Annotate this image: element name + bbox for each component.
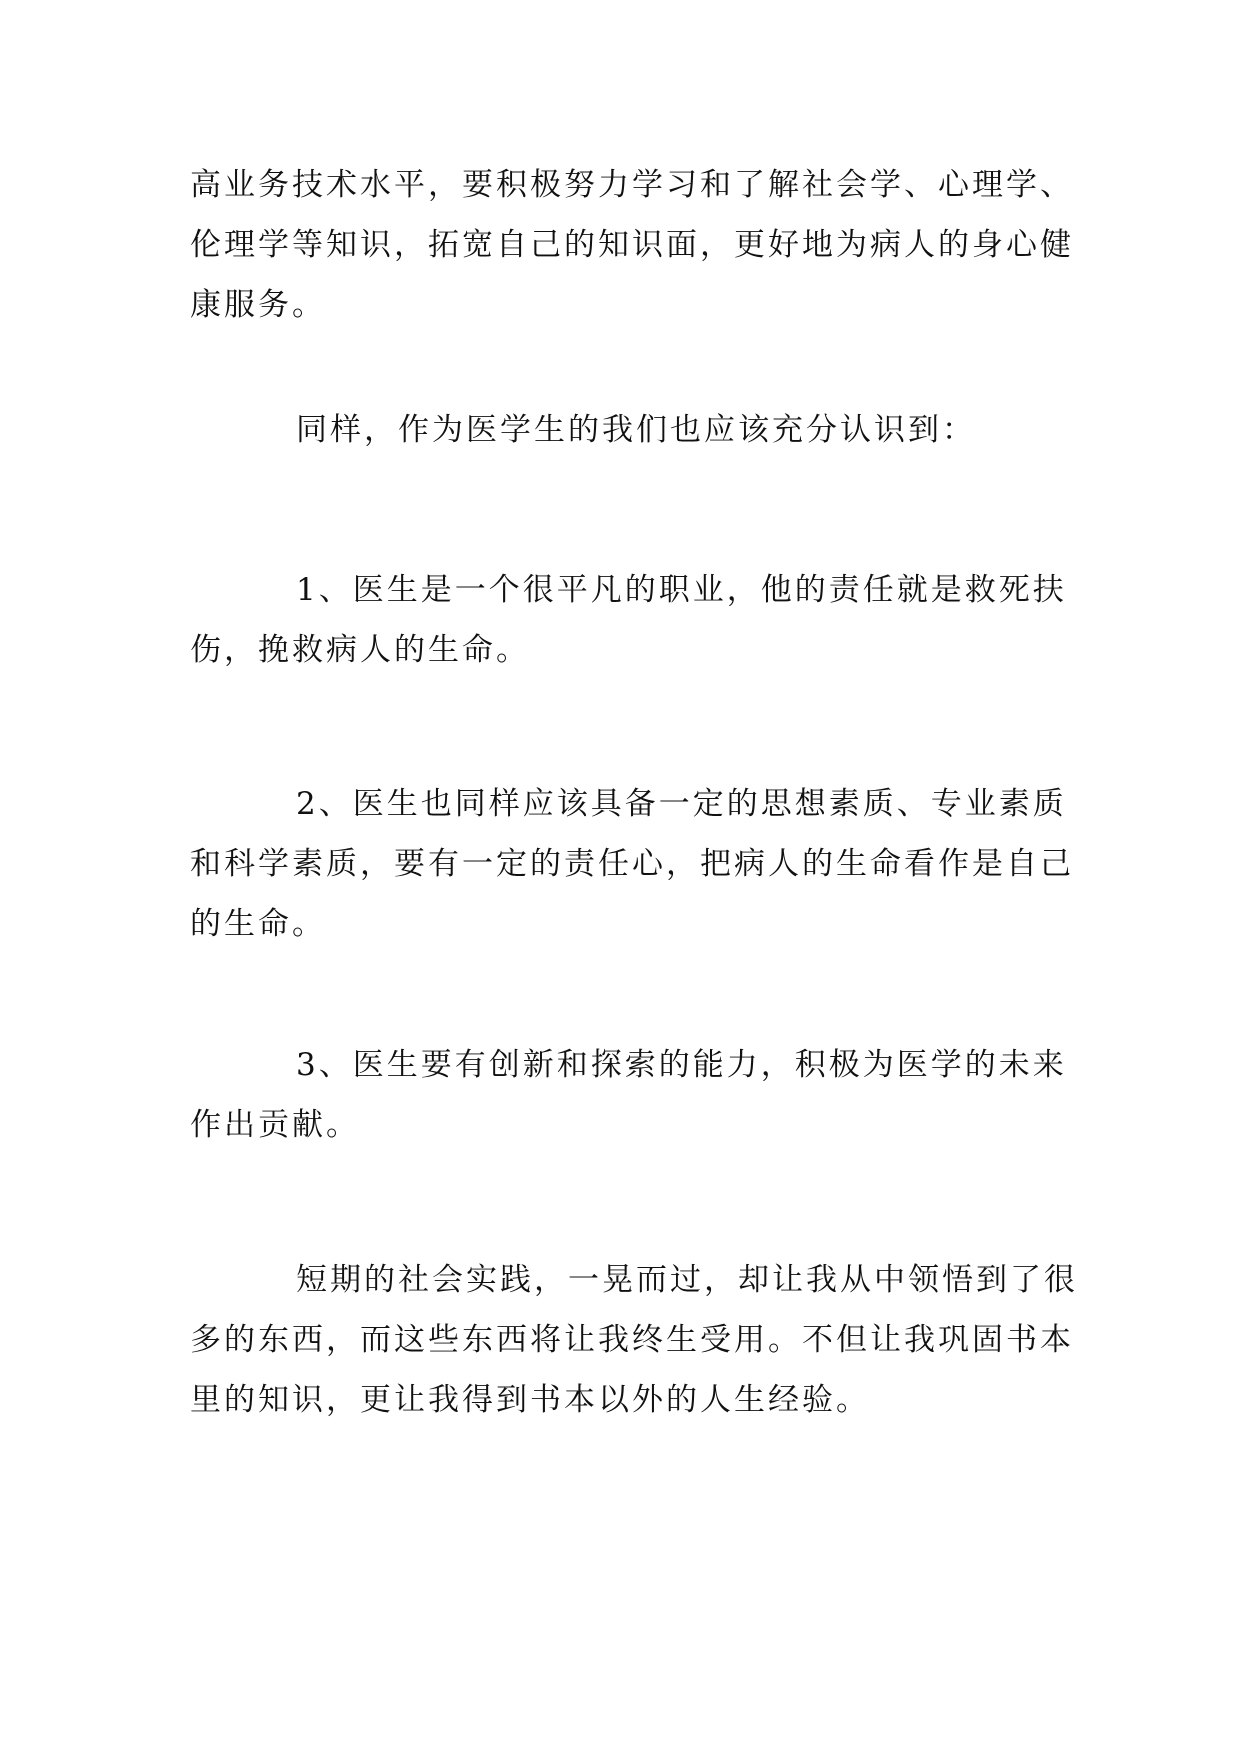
text-line: 作出贡献。 xyxy=(190,1107,360,1143)
text-line: 3、医生要有创新和探索的能力，积极为医学的未来 xyxy=(296,1047,1067,1083)
text-line: 同样，作为医学生的我们也应该充分认识到： xyxy=(296,412,976,448)
text-line: 伦理学等知识，拓宽自己的知识面，更好地为病人的身心健 xyxy=(190,227,1074,263)
text-line: 康服务。 xyxy=(190,287,326,323)
text-line: 和科学素质，要有一定的责任心，把病人的生命看作是自己 xyxy=(190,846,1074,882)
paragraph-point-1 xyxy=(190,560,1065,680)
paragraph-conclusion xyxy=(190,1250,1078,1430)
paragraph-continued xyxy=(190,155,1074,335)
text-line: 多的东西，而这些东西将让我终生受用。不但让我巩固书本 xyxy=(190,1322,1074,1358)
text-line: 伤，挽救病人的生命。 xyxy=(190,632,530,668)
text-line: 高业务技术水平，要积极努力学习和了解社会学、心理学、 xyxy=(190,167,1074,203)
text-line: 短期的社会实践，一晃而过，却让我从中领悟到了很 xyxy=(296,1262,1078,1298)
text-line: 2、医生也同样应该具备一定的思想素质、专业素质 xyxy=(296,786,1067,822)
text-line: 1、医生是一个很平凡的职业，他的责任就是救死扶 xyxy=(296,572,1067,608)
text-line: 的生命。 xyxy=(190,906,326,942)
paragraph-intro xyxy=(190,400,1065,460)
text-line: 里的知识，更让我得到书本以外的人生经验。 xyxy=(190,1382,870,1418)
paragraph-point-3 xyxy=(190,1035,1065,1155)
paragraph-point-2 xyxy=(190,774,1074,954)
